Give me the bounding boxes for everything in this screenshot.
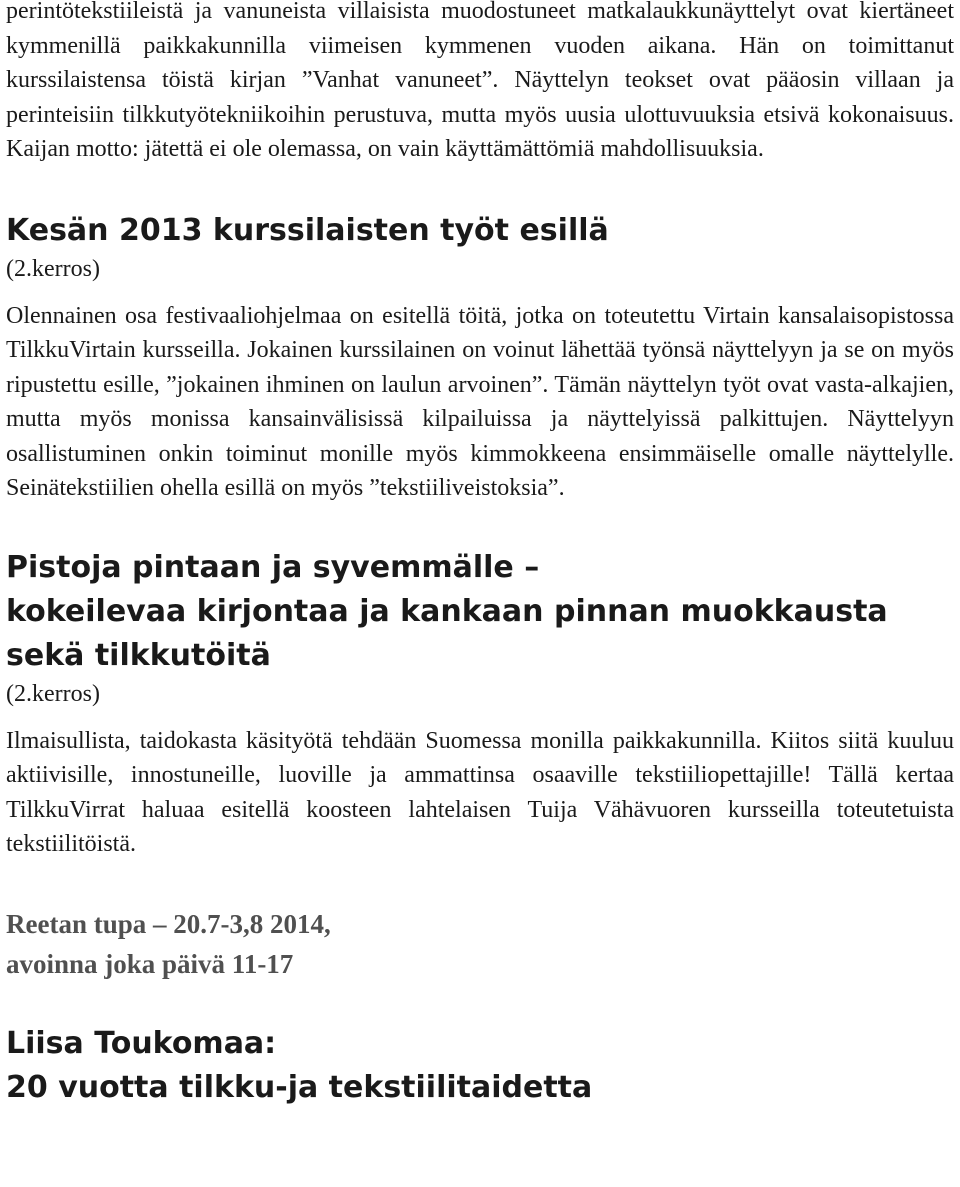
- section-title-line: kokeilevaa kirjontaa ja kankaan pinnan muokkausta: [6, 593, 888, 629]
- venue-dates: Reetan tupa – 20.7-3,8 2014,: [6, 908, 331, 939]
- section-title-liisa-toukomaa: [6, 1022, 954, 1110]
- section-title-line: 20 vuotta tilkku-ja tekstiilitaidetta: [6, 1069, 593, 1105]
- section-title-kurssilaisten-tyot: Kesän 2013 kurssilaisten työt esillä: [6, 212, 609, 248]
- section-title-line: Pistoja pintaan ja syvemmälle –: [6, 549, 540, 585]
- section-floor-label: (2.kerros): [6, 255, 100, 282]
- section-paragraph-kurssilaisten-tyot: Olennainen osa festivaaliohjelmaa on esitellä töitä, jotka on toteutettu Virtain kansalaisopistossa TilkkuVirtain kursseilla. Jokainen kurssilainen on voinut lähettää työnsä näyttelyyn ja se on myös ripustettu esille, ”jokainen ihminen on laulun arvoinen”. Tämän näyttelyn työt ovat vasta-alkajien, mutta myös monissa kansainvälisissä kilpailuissa ja näyttelyissä palkittujen. Näyttelyyn osallistuminen onkin toiminut monille myös kimmokkeena ensimmäiselle omalle näyttelylle. Seinätekstiilien ohella esillä on myös ”tekstiiliveistoksia”.: [6, 302, 954, 501]
- section-floor-label: (2.kerros): [6, 680, 100, 707]
- section-title-pistoja-pintaan: [6, 546, 954, 678]
- intro-paragraph: perintötekstiileistä ja vanuneista villaisista muodostuneet matkalaukkunäyttelyt ovat kiertäneet kymmenillä paikkakunnilla viimeisen kymmenen vuoden aikana. Hän on toimittanut kurssilaistensa töistä kirjan ”Vanhat vanuneet”. Näyttelyn teokset ovat pääosin villaan ja perinteisiin tilkkutyötekniikoihin perustuva, mutta myös uusia ulottuvuuksia etsivä kokonaisuus. Kaijan motto: jätettä ei ole olemassa, on vain käyttämättömiä mahdollisuuksia.: [6, 0, 954, 162]
- section-paragraph-pistoja-pintaan: Ilmaisullista, taidokasta käsityötä tehdään Suomessa monilla paikkakunnilla. Kiitos siitä kuuluu aktiivisille, innostuneille, luoville ja ammattinsa osaaville tekstiiliopettajille! Tällä kertaa TilkkuVirrat haluaa esitellä koosteen lahtelaisen Tuija Vähävuoren kursseilla toteutetuista tekstiilitöistä.: [6, 727, 954, 857]
- venue-opening-hours: avoinna joka päivä 11-17: [6, 948, 294, 979]
- section-title-line: sekä tilkkutöitä: [6, 637, 271, 673]
- section-title-line: Liisa Toukomaa:: [6, 1025, 277, 1061]
- venue-info: [6, 904, 954, 984]
